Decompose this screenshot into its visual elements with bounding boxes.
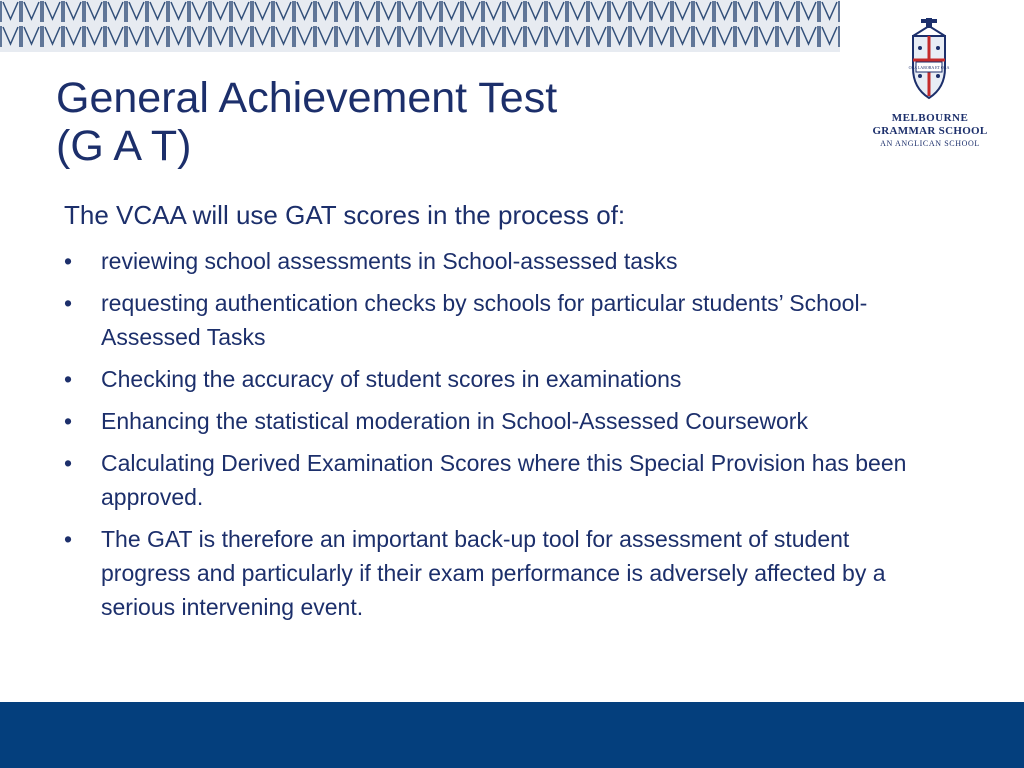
pattern-tile: [673, 26, 692, 47]
pattern-tile: [379, 26, 398, 47]
pattern-tile: [610, 26, 629, 47]
pattern-tile: [421, 1, 440, 22]
pattern-tile: [694, 1, 713, 22]
bullet-text-6: The GAT is therefore an important back-up tool for assessment of student progress and particularly if their exam performance is adversely affected by a serious intervening event.: [101, 526, 886, 620]
pattern-tile: [190, 26, 209, 47]
pattern-tile: [337, 1, 356, 22]
pattern-tile: [820, 1, 839, 22]
intro-text: The VCAA will use GAT scores in the process of:: [64, 200, 626, 230]
decorative-pattern-band: [0, 0, 840, 52]
pattern-tile: [736, 1, 755, 22]
pattern-tile: [379, 1, 398, 22]
bullet-text-4: Enhancing the statistical moderation in School-Assessed Coursework: [101, 408, 808, 434]
pattern-tile: [778, 26, 797, 47]
pattern-tile: [736, 26, 755, 47]
pattern-tile: [64, 1, 83, 22]
pattern-tile: [715, 26, 734, 47]
pattern-tile: [337, 26, 356, 47]
pattern-tile: [1, 1, 20, 22]
pattern-tile: [316, 26, 335, 47]
pattern-tile: [463, 1, 482, 22]
bullet-icon: •: [64, 526, 73, 552]
pattern-tile: [673, 1, 692, 22]
pattern-tile: [568, 26, 587, 47]
slide-title: [56, 74, 756, 170]
bullet-icon: •: [64, 290, 73, 316]
pattern-tile: [190, 1, 209, 22]
pattern-tile: [316, 1, 335, 22]
pattern-tile: [274, 1, 293, 22]
bullet-item-4: [64, 404, 914, 438]
crest-motto: ORA LABORA ET ORA: [908, 65, 950, 70]
logo-subtitle: AN ANGLICAN SCHOOL: [880, 139, 980, 148]
slide-title-line-2: (G A T): [56, 122, 192, 170]
bullet-item-5: [64, 446, 914, 514]
pattern-tile: [631, 26, 650, 47]
pattern-tile: [127, 1, 146, 22]
pattern-tile: [106, 1, 125, 22]
pattern-tile: [463, 26, 482, 47]
logo-name-line-2: GRAMMAR SCHOOL: [872, 125, 988, 137]
pattern-tile: [358, 1, 377, 22]
pattern-tile: [169, 26, 188, 47]
bullet-text-2: requesting authentication checks by schools for particular students’ School-Assessed Tasks: [101, 290, 868, 350]
pattern-tile: [610, 1, 629, 22]
pattern-tile: [799, 1, 818, 22]
pattern-tile: [274, 26, 293, 47]
pattern-tile: [232, 26, 251, 47]
pattern-tile: [694, 26, 713, 47]
pattern-tile: [820, 26, 839, 47]
pattern-tile: [295, 26, 314, 47]
pattern-tile: [253, 26, 272, 47]
bullet-item-2: [64, 286, 914, 354]
pattern-tile: [484, 26, 503, 47]
bullet-text-1: reviewing school assessments in School-assessed tasks: [101, 248, 678, 274]
pattern-tile: [799, 26, 818, 47]
bullet-text-3: Checking the accuracy of student scores in examinations: [101, 366, 682, 392]
pattern-tile: [778, 1, 797, 22]
pattern-tile: [43, 1, 62, 22]
pattern-tile: [589, 1, 608, 22]
pattern-tile: [64, 26, 83, 47]
pattern-tile: [526, 1, 545, 22]
pattern-tile: [505, 1, 524, 22]
bullet-icon: •: [64, 450, 73, 476]
pattern-tile: [505, 26, 524, 47]
bottom-bar: [0, 702, 1024, 768]
pattern-tile: [652, 1, 671, 22]
bullet-item-3: [64, 362, 914, 396]
bullet-item-1: [64, 244, 914, 278]
pattern-tile: [127, 26, 146, 47]
pattern-tile: [253, 1, 272, 22]
pattern-tile: [442, 26, 461, 47]
bullet-item-6: [64, 522, 914, 624]
pattern-tile: [526, 26, 545, 47]
monogram-pattern-icon: [0, 0, 840, 52]
pattern-tile: [232, 1, 251, 22]
pattern-tile: [757, 26, 776, 47]
pattern-tile: [484, 1, 503, 22]
pattern-tile: [85, 1, 104, 22]
bullet-list: [64, 244, 914, 624]
pattern-tile: [85, 26, 104, 47]
pattern-tile: [43, 26, 62, 47]
pattern-tile: [652, 26, 671, 47]
pattern-tile: [1, 26, 20, 47]
bullet-icon: •: [64, 248, 73, 274]
bullet-icon: •: [64, 366, 73, 392]
pattern-tile: [22, 26, 41, 47]
pattern-tile: [442, 1, 461, 22]
school-crest-icon: [905, 18, 953, 108]
pattern-tile: [106, 26, 125, 47]
pattern-tile: [295, 1, 314, 22]
pattern-tile: [631, 1, 650, 22]
pattern-tile: [421, 26, 440, 47]
logo-name-line-1: MELBOURNE: [891, 112, 969, 124]
pattern-tile: [400, 1, 419, 22]
slide-title-line-1: General Achievement Test: [56, 74, 558, 122]
pattern-tile: [715, 1, 734, 22]
pattern-tile: [358, 26, 377, 47]
bullet-icon: •: [64, 408, 73, 434]
pattern-tile: [757, 1, 776, 22]
bullet-text-5: Calculating Derived Examination Scores where this Special Provision has been approved.: [101, 450, 907, 510]
pattern-tile: [568, 1, 587, 22]
pattern-tile: [22, 1, 41, 22]
pattern-tile: [211, 26, 230, 47]
school-logo: [860, 18, 1000, 158]
pattern-tile: [148, 1, 167, 22]
pattern-tile: [589, 26, 608, 47]
pattern-tile: [148, 26, 167, 47]
slide-content: [64, 198, 914, 632]
pattern-tile: [400, 26, 419, 47]
pattern-tile: [211, 1, 230, 22]
pattern-tile: [547, 26, 566, 47]
pattern-tile: [169, 1, 188, 22]
pattern-tile: [547, 1, 566, 22]
